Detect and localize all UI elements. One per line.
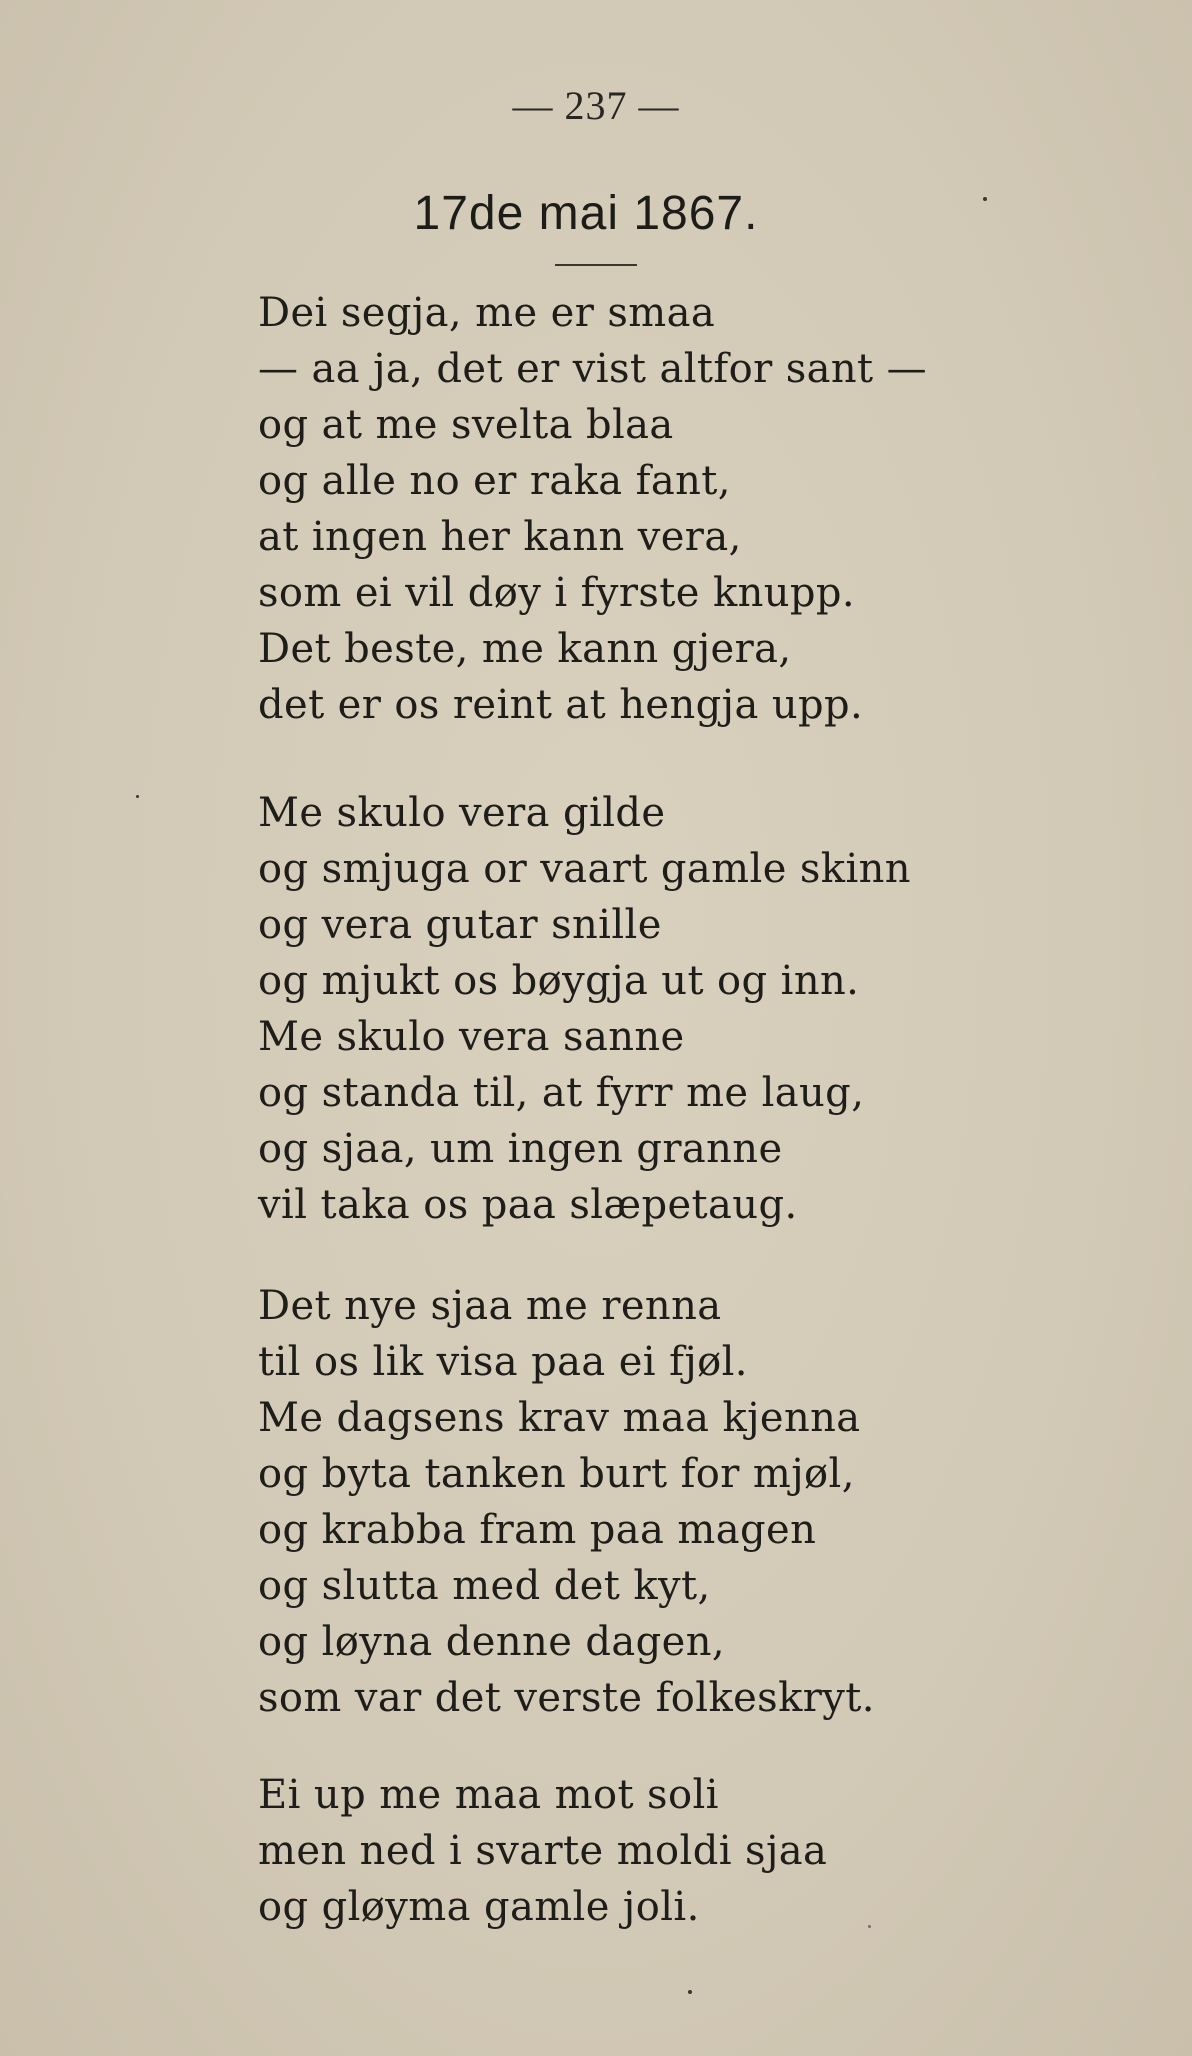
verse-line: Me dagsens krav maa kjenna [258,1395,861,1441]
verse-line: og mjukt os bøygja ut og inn. [258,958,860,1004]
paper-speck [983,197,987,201]
stanza-2 [258,785,911,1233]
paper-speck [868,1925,871,1928]
verse-line: og at me svelta blaa [258,402,674,448]
verse-line: Det beste, me kann gjera, [258,626,792,672]
poem-title: 17de mai 1867. [413,187,759,240]
verse-line: at ingen her kann vera, [258,514,742,560]
verse-line: Me skulo vera gilde [258,790,666,836]
verse-line: og gløyma gamle joli. [258,1884,700,1930]
stanza-1 [258,285,927,733]
verse-line: Ei up me maa mot soli [258,1772,719,1818]
verse-line: som ei vil døy i fyrste knupp. [258,570,856,616]
verse-line: Me skulo vera sanne [258,1014,685,1060]
title-divider [555,264,637,266]
verse-line: som var det verste folkeskryt. [258,1675,875,1721]
verse-line: Dei segja, me er smaa [258,290,716,336]
verse-line: og sjaa, um ingen granne [258,1126,783,1172]
verse-line: og vera gutar snille [258,902,662,948]
verse-line: men ned i svarte moldi sjaa [258,1828,828,1874]
stanza-3 [258,1278,875,1726]
verse-line: det er os reint at hengja upp. [258,682,864,728]
page-number: — 237 — [512,83,680,128]
verse-line: og smjuga or vaart gamle skinn [258,846,911,892]
paper-speck [688,1990,692,1994]
paper-speck [136,795,139,798]
verse-line: og krabba fram paa magen [258,1507,817,1553]
verse-line: til os lik visa paa ei fjøl. [258,1339,748,1385]
verse-line: og standa til, at fyrr me laug, [258,1070,865,1116]
verse-line: og alle no er raka fant, [258,458,731,504]
stanza-4 [258,1767,827,1935]
verse-line: og slutta med det kyt, [258,1563,711,1609]
verse-line: vil taka os paa slæpetaug. [258,1182,798,1228]
verse-line: — aa ja, det er vist altfor sant — [258,346,928,392]
verse-line: og byta tanken burt for mjøl, [258,1451,855,1497]
verse-line: og løyna denne dagen, [258,1619,725,1665]
verse-line: Det nye sjaa me renna [258,1283,722,1329]
